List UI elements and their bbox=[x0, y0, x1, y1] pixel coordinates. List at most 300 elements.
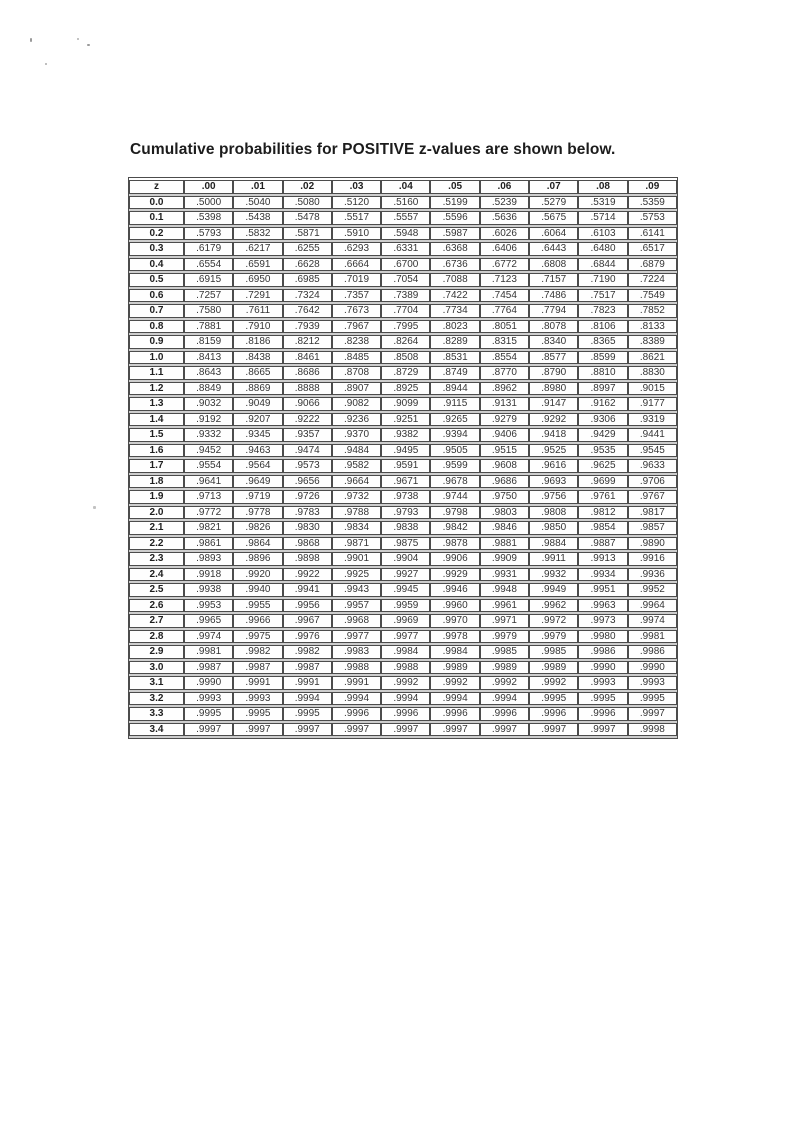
probability-cell: .7357 bbox=[332, 289, 381, 303]
probability-cell: .9990 bbox=[578, 661, 627, 675]
z-table-body bbox=[129, 196, 677, 737]
probability-cell: .6772 bbox=[480, 258, 529, 272]
probability-cell: .6950 bbox=[233, 273, 282, 287]
probability-cell: .9967 bbox=[283, 614, 332, 628]
probability-cell: .8749 bbox=[430, 366, 479, 380]
table-row bbox=[129, 289, 677, 303]
table-row bbox=[129, 490, 677, 504]
probability-cell: .7224 bbox=[628, 273, 677, 287]
probability-cell: .5948 bbox=[381, 227, 430, 241]
probability-cell: .9983 bbox=[332, 645, 381, 659]
probability-cell: .6217 bbox=[233, 242, 282, 256]
probability-cell: .9772 bbox=[184, 506, 233, 520]
probability-cell: .9406 bbox=[480, 428, 529, 442]
probability-cell: .9686 bbox=[480, 475, 529, 489]
table-row bbox=[129, 335, 677, 349]
probability-cell: .5675 bbox=[529, 211, 578, 225]
table-row bbox=[129, 521, 677, 535]
probability-cell: .9463 bbox=[233, 444, 282, 458]
probability-cell: .6554 bbox=[184, 258, 233, 272]
row-label-z: 1.3 bbox=[129, 397, 184, 411]
probability-cell: .8980 bbox=[529, 382, 578, 396]
table-row bbox=[129, 351, 677, 365]
probability-cell: .8708 bbox=[332, 366, 381, 380]
probability-cell: .8212 bbox=[283, 335, 332, 349]
probability-cell: .9693 bbox=[529, 475, 578, 489]
probability-cell: .8438 bbox=[233, 351, 282, 365]
probability-cell: .5557 bbox=[381, 211, 430, 225]
probability-cell: .9641 bbox=[184, 475, 233, 489]
probability-cell: .8365 bbox=[578, 335, 627, 349]
probability-cell: .9992 bbox=[381, 676, 430, 690]
table-row bbox=[129, 196, 677, 210]
probability-cell: .9986 bbox=[578, 645, 627, 659]
probability-cell: .9994 bbox=[381, 692, 430, 706]
probability-cell: .8790 bbox=[529, 366, 578, 380]
table-row bbox=[129, 211, 677, 225]
probability-cell: .9991 bbox=[283, 676, 332, 690]
probability-cell: .9357 bbox=[283, 428, 332, 442]
scan-speck bbox=[45, 63, 47, 65]
probability-cell: .9699 bbox=[578, 475, 627, 489]
probability-cell: .8106 bbox=[578, 320, 627, 334]
scan-speck bbox=[77, 38, 79, 40]
probability-cell: .9973 bbox=[578, 614, 627, 628]
probability-cell: .7486 bbox=[529, 289, 578, 303]
probability-cell: .7881 bbox=[184, 320, 233, 334]
probability-cell: .6700 bbox=[381, 258, 430, 272]
probability-cell: .9952 bbox=[628, 583, 677, 597]
probability-cell: .9868 bbox=[283, 537, 332, 551]
probability-cell: .8485 bbox=[332, 351, 381, 365]
probability-cell: .7291 bbox=[233, 289, 282, 303]
probability-cell: .9846 bbox=[480, 521, 529, 535]
probability-cell: .9564 bbox=[233, 459, 282, 473]
probability-cell: .9925 bbox=[332, 568, 381, 582]
probability-cell: .9920 bbox=[233, 568, 282, 582]
probability-cell: .9996 bbox=[430, 707, 479, 721]
probability-cell: .5438 bbox=[233, 211, 282, 225]
row-label-z: 2.9 bbox=[129, 645, 184, 659]
probability-cell: .9993 bbox=[233, 692, 282, 706]
probability-cell: .9830 bbox=[283, 521, 332, 535]
table-row bbox=[129, 444, 677, 458]
probability-cell: .8665 bbox=[233, 366, 282, 380]
page-title: Cumulative probabilities for POSITIVE z-values are shown below. bbox=[130, 141, 616, 158]
probability-cell: .9995 bbox=[529, 692, 578, 706]
probability-cell: .9850 bbox=[529, 521, 578, 535]
probability-cell: .9864 bbox=[233, 537, 282, 551]
probability-cell: .8340 bbox=[529, 335, 578, 349]
row-label-z: 0.6 bbox=[129, 289, 184, 303]
probability-cell: .9625 bbox=[578, 459, 627, 473]
probability-cell: .7580 bbox=[184, 304, 233, 318]
probability-cell: .9608 bbox=[480, 459, 529, 473]
row-label-z: 1.2 bbox=[129, 382, 184, 396]
probability-cell: .9997 bbox=[529, 723, 578, 737]
probability-cell: .5000 bbox=[184, 196, 233, 210]
probability-cell: .9441 bbox=[628, 428, 677, 442]
probability-cell: .9990 bbox=[184, 676, 233, 690]
scan-speck bbox=[93, 506, 96, 509]
probability-cell: .9875 bbox=[381, 537, 430, 551]
probability-cell: .6368 bbox=[430, 242, 479, 256]
probability-cell: .9994 bbox=[480, 692, 529, 706]
probability-cell: .9986 bbox=[628, 645, 677, 659]
probability-cell: .9834 bbox=[332, 521, 381, 535]
probability-cell: .8770 bbox=[480, 366, 529, 380]
probability-cell: .9767 bbox=[628, 490, 677, 504]
probability-cell: .7422 bbox=[430, 289, 479, 303]
probability-cell: .9975 bbox=[233, 630, 282, 644]
probability-cell: .8907 bbox=[332, 382, 381, 396]
probability-cell: .9962 bbox=[529, 599, 578, 613]
probability-cell: .9992 bbox=[480, 676, 529, 690]
probability-cell: .9927 bbox=[381, 568, 430, 582]
probability-cell: .6480 bbox=[578, 242, 627, 256]
probability-cell: .9495 bbox=[381, 444, 430, 458]
probability-cell: .7967 bbox=[332, 320, 381, 334]
table-row bbox=[129, 537, 677, 551]
probability-cell: .9898 bbox=[283, 552, 332, 566]
probability-cell: .5279 bbox=[529, 196, 578, 210]
probability-cell: .7764 bbox=[480, 304, 529, 318]
row-label-z: 2.7 bbox=[129, 614, 184, 628]
probability-cell: .9505 bbox=[430, 444, 479, 458]
probability-cell: .9988 bbox=[381, 661, 430, 675]
col-header-z: z bbox=[129, 180, 184, 194]
table-row bbox=[129, 614, 677, 628]
row-label-z: 2.2 bbox=[129, 537, 184, 551]
probability-cell: .7324 bbox=[283, 289, 332, 303]
probability-cell: .9998 bbox=[628, 723, 677, 737]
row-label-z: 2.5 bbox=[129, 583, 184, 597]
row-label-z: 0.1 bbox=[129, 211, 184, 225]
probability-cell: .9131 bbox=[480, 397, 529, 411]
probability-cell: .9996 bbox=[381, 707, 430, 721]
probability-cell: .9997 bbox=[480, 723, 529, 737]
probability-cell: .9207 bbox=[233, 413, 282, 427]
probability-cell: .6736 bbox=[430, 258, 479, 272]
row-label-z: 3.2 bbox=[129, 692, 184, 706]
probability-cell: .9931 bbox=[480, 568, 529, 582]
row-label-z: 1.8 bbox=[129, 475, 184, 489]
probability-cell: .9887 bbox=[578, 537, 627, 551]
probability-cell: .9978 bbox=[430, 630, 479, 644]
probability-cell: .9306 bbox=[578, 413, 627, 427]
probability-cell: .9996 bbox=[480, 707, 529, 721]
probability-cell: .9968 bbox=[332, 614, 381, 628]
z-table-header bbox=[129, 180, 677, 194]
probability-cell: .9842 bbox=[430, 521, 479, 535]
probability-cell: .9418 bbox=[529, 428, 578, 442]
probability-cell: .9989 bbox=[430, 661, 479, 675]
probability-cell: .8888 bbox=[283, 382, 332, 396]
probability-cell: .9616 bbox=[529, 459, 578, 473]
probability-cell: .9970 bbox=[430, 614, 479, 628]
probability-cell: .9082 bbox=[332, 397, 381, 411]
probability-cell: .9988 bbox=[332, 661, 381, 675]
probability-cell: .9803 bbox=[480, 506, 529, 520]
probability-cell: .9817 bbox=[628, 506, 677, 520]
table-row bbox=[129, 645, 677, 659]
probability-cell: .9997 bbox=[430, 723, 479, 737]
probability-cell: .9744 bbox=[430, 490, 479, 504]
probability-cell: .7673 bbox=[332, 304, 381, 318]
probability-cell: .9979 bbox=[529, 630, 578, 644]
probability-cell: .9977 bbox=[332, 630, 381, 644]
probability-cell: .9066 bbox=[283, 397, 332, 411]
probability-cell: .9911 bbox=[529, 552, 578, 566]
row-label-z: 2.1 bbox=[129, 521, 184, 535]
probability-cell: .5596 bbox=[430, 211, 479, 225]
probability-cell: .9484 bbox=[332, 444, 381, 458]
table-row bbox=[129, 692, 677, 706]
probability-cell: .7910 bbox=[233, 320, 282, 334]
row-label-z: 0.3 bbox=[129, 242, 184, 256]
col-header: .08 bbox=[578, 180, 627, 194]
table-row bbox=[129, 320, 677, 334]
probability-cell: .8810 bbox=[578, 366, 627, 380]
probability-cell: .5636 bbox=[480, 211, 529, 225]
probability-cell: .9991 bbox=[233, 676, 282, 690]
probability-cell: .9955 bbox=[233, 599, 282, 613]
probability-cell: .9664 bbox=[332, 475, 381, 489]
table-row bbox=[129, 428, 677, 442]
probability-cell: .9177 bbox=[628, 397, 677, 411]
probability-cell: .7454 bbox=[480, 289, 529, 303]
table-row bbox=[129, 707, 677, 721]
probability-cell: .9535 bbox=[578, 444, 627, 458]
row-label-z: 1.0 bbox=[129, 351, 184, 365]
probability-cell: .9997 bbox=[233, 723, 282, 737]
probability-cell: .9279 bbox=[480, 413, 529, 427]
probability-cell: .9515 bbox=[480, 444, 529, 458]
probability-cell: .8159 bbox=[184, 335, 233, 349]
probability-cell: .5120 bbox=[332, 196, 381, 210]
probability-cell: .9985 bbox=[480, 645, 529, 659]
probability-cell: .9896 bbox=[233, 552, 282, 566]
probability-cell: .5517 bbox=[332, 211, 381, 225]
probability-cell: .8997 bbox=[578, 382, 627, 396]
probability-cell: .9881 bbox=[480, 537, 529, 551]
probability-cell: .9525 bbox=[529, 444, 578, 458]
probability-cell: .9049 bbox=[233, 397, 282, 411]
probability-cell: .6808 bbox=[529, 258, 578, 272]
probability-cell: .7734 bbox=[430, 304, 479, 318]
probability-cell: .9890 bbox=[628, 537, 677, 551]
probability-cell: .9719 bbox=[233, 490, 282, 504]
table-row bbox=[129, 630, 677, 644]
probability-cell: .9916 bbox=[628, 552, 677, 566]
table-row bbox=[129, 258, 677, 272]
probability-cell: .6915 bbox=[184, 273, 233, 287]
probability-cell: .9989 bbox=[480, 661, 529, 675]
row-label-z: 2.8 bbox=[129, 630, 184, 644]
row-label-z: 2.6 bbox=[129, 599, 184, 613]
probability-cell: .8413 bbox=[184, 351, 233, 365]
probability-cell: .7704 bbox=[381, 304, 430, 318]
probability-cell: .9934 bbox=[578, 568, 627, 582]
col-header: .05 bbox=[430, 180, 479, 194]
probability-cell: .5714 bbox=[578, 211, 627, 225]
probability-cell: .8849 bbox=[184, 382, 233, 396]
table-row bbox=[129, 397, 677, 411]
probability-cell: .9997 bbox=[381, 723, 430, 737]
row-label-z: 3.1 bbox=[129, 676, 184, 690]
probability-cell: .8133 bbox=[628, 320, 677, 334]
probability-cell: .9826 bbox=[233, 521, 282, 535]
probability-cell: .9997 bbox=[628, 707, 677, 721]
probability-cell: .9756 bbox=[529, 490, 578, 504]
probability-cell: .9948 bbox=[480, 583, 529, 597]
probability-cell: .9949 bbox=[529, 583, 578, 597]
probability-cell: .9994 bbox=[430, 692, 479, 706]
probability-cell: .9992 bbox=[529, 676, 578, 690]
probability-cell: .9995 bbox=[184, 707, 233, 721]
probability-cell: .9957 bbox=[332, 599, 381, 613]
probability-cell: .9382 bbox=[381, 428, 430, 442]
probability-cell: .8925 bbox=[381, 382, 430, 396]
probability-cell: .6443 bbox=[529, 242, 578, 256]
probability-cell: .7190 bbox=[578, 273, 627, 287]
row-label-z: 1.4 bbox=[129, 413, 184, 427]
row-label-z: 2.0 bbox=[129, 506, 184, 520]
row-label-z: 3.0 bbox=[129, 661, 184, 675]
probability-cell: .9582 bbox=[332, 459, 381, 473]
probability-cell: .9993 bbox=[184, 692, 233, 706]
probability-cell: .8621 bbox=[628, 351, 677, 365]
probability-cell: .9750 bbox=[480, 490, 529, 504]
probability-cell: .9292 bbox=[529, 413, 578, 427]
probability-cell: .6179 bbox=[184, 242, 233, 256]
probability-cell: .9938 bbox=[184, 583, 233, 597]
probability-cell: .9236 bbox=[332, 413, 381, 427]
probability-cell: .9997 bbox=[184, 723, 233, 737]
probability-cell: .5478 bbox=[283, 211, 332, 225]
probability-cell: .9993 bbox=[578, 676, 627, 690]
probability-cell: .9956 bbox=[283, 599, 332, 613]
probability-cell: .9997 bbox=[578, 723, 627, 737]
probability-cell: .6255 bbox=[283, 242, 332, 256]
probability-cell: .7517 bbox=[578, 289, 627, 303]
probability-cell: .9726 bbox=[283, 490, 332, 504]
probability-cell: .9713 bbox=[184, 490, 233, 504]
probability-cell: .8962 bbox=[480, 382, 529, 396]
probability-cell: .5359 bbox=[628, 196, 677, 210]
probability-cell: .9474 bbox=[283, 444, 332, 458]
probability-cell: .9429 bbox=[578, 428, 627, 442]
row-label-z: 0.4 bbox=[129, 258, 184, 272]
col-header: .02 bbox=[283, 180, 332, 194]
probability-cell: .9319 bbox=[628, 413, 677, 427]
scan-speck bbox=[30, 38, 32, 42]
probability-cell: .9265 bbox=[430, 413, 479, 427]
probability-cell: .9994 bbox=[283, 692, 332, 706]
probability-cell: .9959 bbox=[381, 599, 430, 613]
table-row bbox=[129, 475, 677, 489]
probability-cell: .9913 bbox=[578, 552, 627, 566]
probability-cell: .9990 bbox=[628, 661, 677, 675]
probability-cell: .9987 bbox=[233, 661, 282, 675]
probability-cell: .9987 bbox=[184, 661, 233, 675]
row-label-z: 0.8 bbox=[129, 320, 184, 334]
probability-cell: .9115 bbox=[430, 397, 479, 411]
probability-cell: .7995 bbox=[381, 320, 430, 334]
row-label-z: 2.4 bbox=[129, 568, 184, 582]
probability-cell: .9997 bbox=[283, 723, 332, 737]
probability-cell: .7157 bbox=[529, 273, 578, 287]
row-label-z: 3.3 bbox=[129, 707, 184, 721]
probability-cell: .9984 bbox=[381, 645, 430, 659]
probability-cell: .9545 bbox=[628, 444, 677, 458]
probability-cell: .9906 bbox=[430, 552, 479, 566]
probability-cell: .5793 bbox=[184, 227, 233, 241]
table-row bbox=[129, 723, 677, 737]
probability-cell: .9452 bbox=[184, 444, 233, 458]
probability-cell: .8186 bbox=[233, 335, 282, 349]
probability-cell: .9993 bbox=[628, 676, 677, 690]
probability-cell: .9633 bbox=[628, 459, 677, 473]
probability-cell: .9960 bbox=[430, 599, 479, 613]
probability-cell: .9706 bbox=[628, 475, 677, 489]
row-label-z: 0.5 bbox=[129, 273, 184, 287]
probability-cell: .9995 bbox=[628, 692, 677, 706]
probability-cell: .6064 bbox=[529, 227, 578, 241]
probability-cell: .8944 bbox=[430, 382, 479, 396]
col-header: .07 bbox=[529, 180, 578, 194]
probability-cell: .9979 bbox=[480, 630, 529, 644]
probability-cell: .9992 bbox=[430, 676, 479, 690]
probability-cell: .9991 bbox=[332, 676, 381, 690]
probability-cell: .8051 bbox=[480, 320, 529, 334]
header-row bbox=[129, 180, 677, 194]
probability-cell: .9940 bbox=[233, 583, 282, 597]
probability-cell: .9901 bbox=[332, 552, 381, 566]
table-row bbox=[129, 661, 677, 675]
probability-cell: .7019 bbox=[332, 273, 381, 287]
row-label-z: 0.9 bbox=[129, 335, 184, 349]
probability-cell: .9871 bbox=[332, 537, 381, 551]
probability-cell: .9996 bbox=[529, 707, 578, 721]
probability-cell: .6331 bbox=[381, 242, 430, 256]
probability-cell: .9989 bbox=[529, 661, 578, 675]
row-label-z: 1.5 bbox=[129, 428, 184, 442]
table-row bbox=[129, 304, 677, 318]
probability-cell: .9909 bbox=[480, 552, 529, 566]
probability-cell: .9251 bbox=[381, 413, 430, 427]
row-label-z: 0.7 bbox=[129, 304, 184, 318]
probability-cell: .9812 bbox=[578, 506, 627, 520]
row-label-z: 0.2 bbox=[129, 227, 184, 241]
probability-cell: .9099 bbox=[381, 397, 430, 411]
probability-cell: .5910 bbox=[332, 227, 381, 241]
probability-cell: .8531 bbox=[430, 351, 479, 365]
probability-cell: .9985 bbox=[529, 645, 578, 659]
probability-cell: .5239 bbox=[480, 196, 529, 210]
probability-cell: .9966 bbox=[233, 614, 282, 628]
probability-cell: .9738 bbox=[381, 490, 430, 504]
probability-cell: .6026 bbox=[480, 227, 529, 241]
probability-cell: .5199 bbox=[430, 196, 479, 210]
table-row bbox=[129, 568, 677, 582]
probability-cell: .9981 bbox=[184, 645, 233, 659]
probability-cell: .8461 bbox=[283, 351, 332, 365]
probability-cell: .9932 bbox=[529, 568, 578, 582]
probability-cell: .9573 bbox=[283, 459, 332, 473]
probability-cell: .9838 bbox=[381, 521, 430, 535]
probability-cell: .9591 bbox=[381, 459, 430, 473]
